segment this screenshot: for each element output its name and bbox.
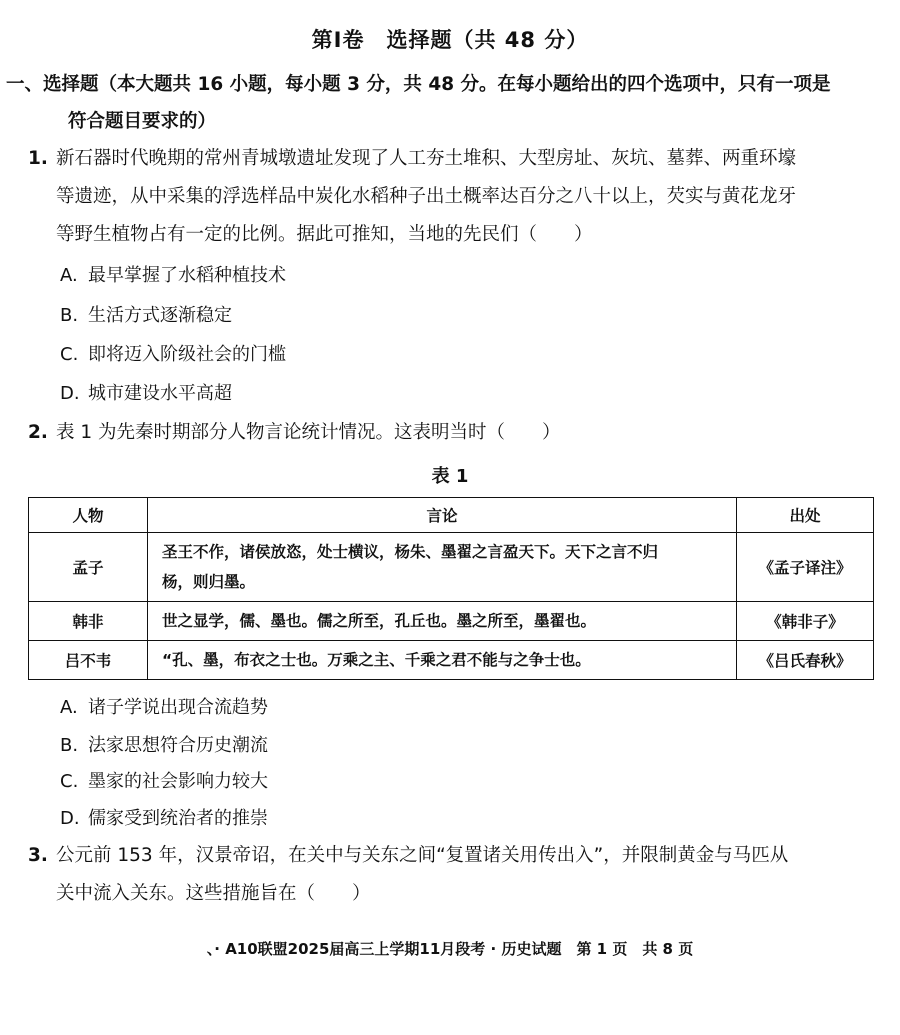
option-letter: D. xyxy=(60,383,80,404)
cell-speech xyxy=(148,533,737,602)
question-1 xyxy=(28,140,884,254)
option-text: 墨家的社会影响力较大 xyxy=(88,771,268,792)
option-letter: C. xyxy=(60,771,79,792)
question-stem xyxy=(34,837,884,913)
option-c xyxy=(60,340,286,370)
option-b xyxy=(60,301,232,331)
option-letter: D. xyxy=(60,808,80,829)
cell-person: 孟子 xyxy=(29,533,148,602)
section-heading-line-2: 符合题目要求的） xyxy=(68,111,217,132)
cell-source: 《孟子译注》 xyxy=(737,533,874,602)
question-number: 1. xyxy=(28,148,48,169)
speech-line: 圣王不作，诸侯放恣，处士横议，杨朱、墨翟之言盈天下。天下之言不归 xyxy=(162,543,659,561)
stem-line: 新石器时代晚期的常州青城墩遗址发现了人工夯土堆积、大型房址、灰坑、墓葬、两重环壕 xyxy=(56,148,797,169)
table-header-row xyxy=(29,498,874,533)
speech-line: 世之显学，儒、墨也。儒之所至，孔丘也。墨之所至，墨翟也。 xyxy=(162,612,597,630)
section-heading xyxy=(6,66,890,140)
stem-line: 等遗迹，从中采集的浮选样品中炭化水稻种子出土概率达百分之八十以上，芡实与黄花龙牙 xyxy=(56,186,797,207)
table-row xyxy=(29,602,874,641)
cell-speech xyxy=(148,641,737,680)
page-footer: 、· A10联盟2025届高三上学期11月段考 · 历史试题 第 1 页 共 8 页 xyxy=(206,940,694,958)
cell-source: 《韩非子》 xyxy=(737,602,874,641)
stem-line: 等野生植物占有一定的比例。据此可推知，当地的先民们（ ） xyxy=(56,224,593,245)
cell-person: 韩非 xyxy=(29,602,148,641)
speech-line: “孔、墨，布衣之士也。万乘之主、千乘之君不能与之争士也。 xyxy=(162,651,591,669)
option-text: 儒家受到统治者的推崇 xyxy=(88,808,268,829)
table-row xyxy=(29,533,874,602)
stem-line: 表 1 为先秦时期部分人物言论统计情况。这表明当时（ ） xyxy=(56,422,561,443)
option-c xyxy=(60,767,268,797)
quotes-table xyxy=(28,497,874,680)
option-letter: B. xyxy=(60,305,79,326)
option-text: 城市建设水平高超 xyxy=(88,383,232,404)
option-text: 诸子学说出现合流趋势 xyxy=(88,697,268,718)
question-number: 2. xyxy=(28,422,48,443)
table-caption: 表 1 xyxy=(431,466,469,487)
option-b xyxy=(60,731,268,761)
option-text: 最早掌握了水稻种植技术 xyxy=(88,265,286,286)
question-stem xyxy=(34,140,884,254)
option-letter: A. xyxy=(60,697,78,718)
option-d xyxy=(60,379,232,409)
cell-source: 《吕氏春秋》 xyxy=(737,641,874,680)
question-stem xyxy=(34,414,884,452)
stem-line: 公元前 153 年，汉景帝诏，在关中与关东之间“复置诸关用传出入”，并限制黄金与马匹从 xyxy=(56,845,789,866)
speech-line: 杨，则归墨。 xyxy=(162,573,256,591)
header-person: 人物 xyxy=(29,498,148,533)
option-text: 即将迈入阶级社会的门槛 xyxy=(88,344,286,365)
question-2 xyxy=(28,414,884,452)
question-3 xyxy=(28,837,884,913)
question-number: 3. xyxy=(28,845,48,866)
header-source: 出处 xyxy=(737,498,874,533)
option-letter: B. xyxy=(60,735,79,756)
option-d xyxy=(60,804,268,834)
stem-line: 关中流入关东。这些措施旨在（ ） xyxy=(56,883,371,904)
header-speech: 言论 xyxy=(148,498,737,533)
cell-person: 吕不韦 xyxy=(29,641,148,680)
section-heading-line-1: 一、选择题（本大题共 16 小题，每小题 3 分，共 48 分。在每小题给出的四个选项中，只有一项是 xyxy=(6,74,831,95)
option-text: 生活方式逐渐稳定 xyxy=(88,305,232,326)
option-a xyxy=(60,261,286,291)
option-text: 法家思想符合历史潮流 xyxy=(88,735,268,756)
option-letter: C. xyxy=(60,344,79,365)
option-a xyxy=(60,693,268,723)
option-letter: A. xyxy=(60,265,78,286)
table-row xyxy=(29,641,874,680)
page-title: 第Ⅰ卷 选择题（共 48 分） xyxy=(311,28,589,52)
cell-speech xyxy=(148,602,737,641)
